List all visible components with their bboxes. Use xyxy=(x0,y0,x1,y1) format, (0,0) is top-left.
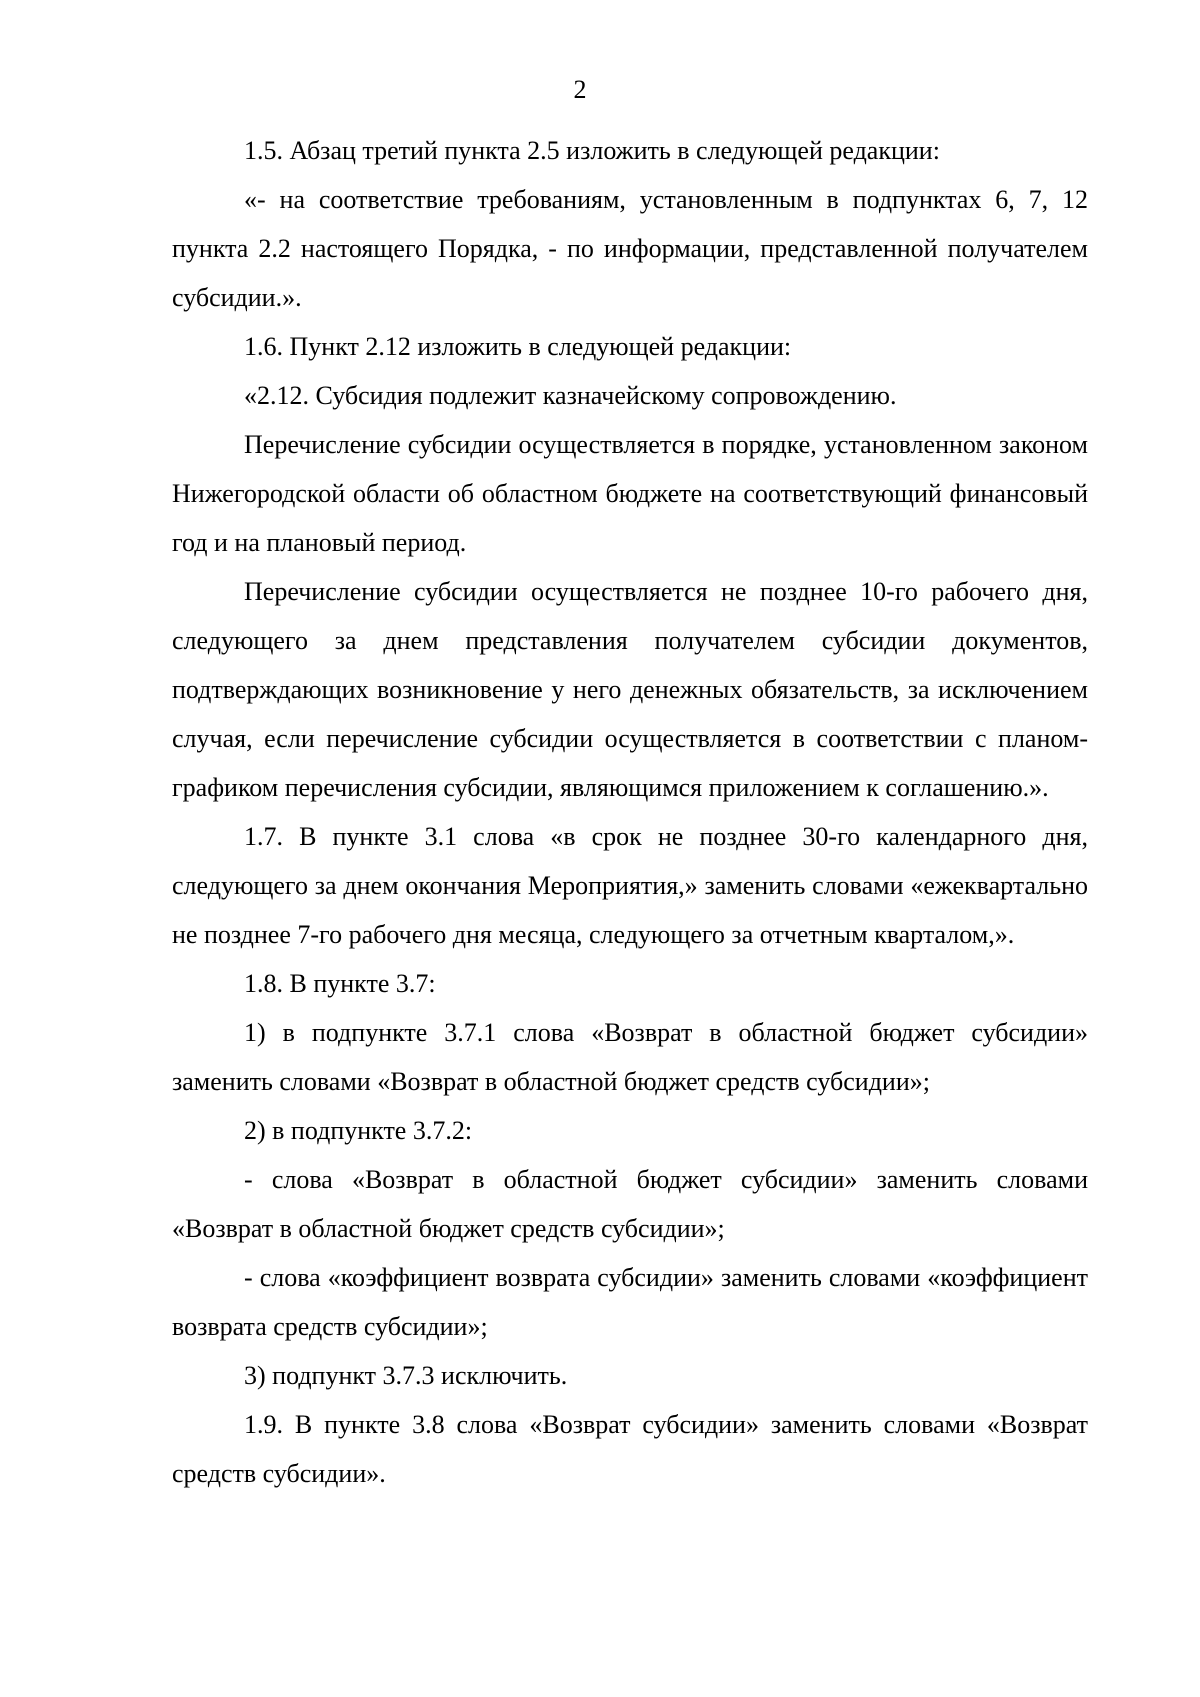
paragraph-3-7-2: 2) в подпункте 3.7.2: xyxy=(244,1116,473,1145)
document-body xyxy=(172,126,1088,1498)
paragraph-3-7-2-item-2: - слова «коэффициент возврата субсидии» заменить словами «коэффициент возврата средств субсидии»; xyxy=(172,1263,1088,1341)
paragraph-1-6: 1.6. Пункт 2.12 изложить в следующей редакции: xyxy=(244,332,792,361)
paragraph-1-8: 1.8. В пункте 3.7: xyxy=(244,969,436,998)
paragraph-1-7: 1.7. В пункте 3.1 слова «в срок не позднее 30-го календарного дня, следующего за днем окончания Мероприятия,» заменить словами «ежеквартально не позднее 7-го рабочего дня месяца, следующего за отчетным кварталом,». xyxy=(172,822,1088,949)
paragraph-transfer-deadline: Перечисление субсидии осуществляется не позднее 10-го рабочего дня, следующего за днем представления получателем субсидии документов, подтверждающих возникновение у него денежных обязательств, за исключением случая, если перечисление субсидии осуществляется в соответствии с планом-графиком перечисления субсидии, являющимся приложением к соглашению.». xyxy=(172,577,1088,802)
paragraph-3-7-2-item-1: - слова «Возврат в областной бюджет субсидии» заменить словами «Возврат в областной бюджет средств субсидии»; xyxy=(172,1165,1088,1243)
paragraph-3-7-3: 3) подпункт 3.7.3 исключить. xyxy=(244,1361,568,1390)
paragraph-1-9: 1.9. В пункте 3.8 слова «Возврат субсидии» заменить словами «Возврат средств субсидии». xyxy=(172,1410,1088,1488)
paragraph-3-7-1: 1) в подпункте 3.7.1 слова «Возврат в областной бюджет субсидии» заменить словами «Возврат в областной бюджет средств субсидии»; xyxy=(172,1018,1088,1096)
paragraph-2-12: «2.12. Субсидия подлежит казначейскому сопровождению. xyxy=(244,381,897,410)
paragraph-1-5-text: «- на соответствие требованиям, установленным в подпунктах 6, 7, 12 пункта 2.2 настоящего Порядка, - по информации, представленной получателем субсидии.». xyxy=(172,185,1088,312)
paragraph-transfer-order: Перечисление субсидии осуществляется в порядке, установленном законом Нижегородской области об областном бюджете на соответствующий финансовый год и на плановый период. xyxy=(172,430,1088,557)
paragraph-1-5: 1.5. Абзац третий пункта 2.5 изложить в следующей редакции: xyxy=(244,136,940,165)
page-number: 2 xyxy=(573,75,587,104)
